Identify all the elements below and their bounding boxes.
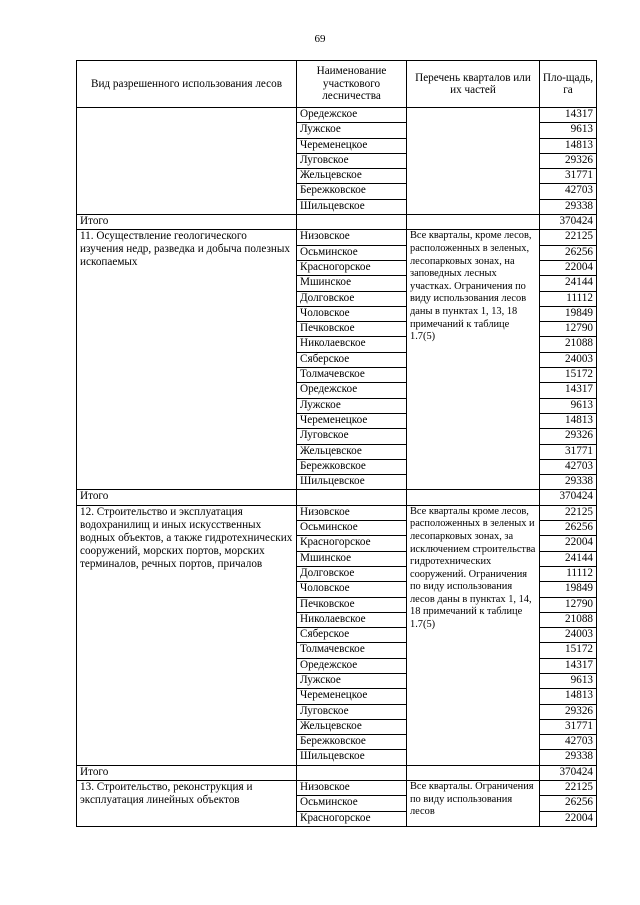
area-value: 21088	[540, 337, 597, 352]
district-name: Оредежское	[297, 108, 407, 123]
area-value: 11112	[540, 291, 597, 306]
area-value: 14813	[540, 138, 597, 153]
district-name: Бережковское	[297, 459, 407, 474]
district-name: Осьминское	[297, 796, 407, 811]
area-value: 21088	[540, 612, 597, 627]
area-value: 9613	[540, 673, 597, 688]
district-name: Шильцевское	[297, 199, 407, 214]
district-name: Луговское	[297, 704, 407, 719]
area-value: 12790	[540, 322, 597, 337]
area-value: 26256	[540, 796, 597, 811]
area-value: 9613	[540, 398, 597, 413]
district-name: Печковское	[297, 322, 407, 337]
district-name: Осьминское	[297, 521, 407, 536]
district-name: Бережковское	[297, 735, 407, 750]
district-name: Николаевское	[297, 337, 407, 352]
area-value: 29338	[540, 750, 597, 765]
header-quarters: Перечень кварталов или их частей	[407, 61, 540, 108]
district-name: Луговское	[297, 429, 407, 444]
total-area: 370424	[540, 490, 597, 505]
district-name: Бережковское	[297, 184, 407, 199]
district-name: Чоловское	[297, 306, 407, 321]
district-name: Осьминское	[297, 245, 407, 260]
area-value: 14813	[540, 689, 597, 704]
area-value: 26256	[540, 245, 597, 260]
area-value: 14317	[540, 658, 597, 673]
forest-use-table	[76, 60, 597, 827]
total-label: Итого	[77, 490, 297, 505]
district-name: Долговское	[297, 566, 407, 581]
district-name: Жельцевское	[297, 444, 407, 459]
district-name: Долговское	[297, 291, 407, 306]
area-value: 31771	[540, 719, 597, 734]
table-header-row	[77, 61, 597, 108]
area-value: 19849	[540, 582, 597, 597]
area-value: 29338	[540, 199, 597, 214]
district-name: Сяберское	[297, 352, 407, 367]
total-label: Итого	[77, 215, 297, 230]
district-name: Низовское	[297, 230, 407, 245]
total-empty-quarters	[407, 490, 540, 505]
district-name: Сяберское	[297, 628, 407, 643]
area-value: 22004	[540, 811, 597, 826]
area-value: 14317	[540, 108, 597, 123]
total-empty-district	[297, 490, 407, 505]
use-type-cell: 13. Строительство, реконструкция и эксплуатация линейных объектов	[77, 781, 297, 827]
page-number: 69	[314, 33, 326, 45]
district-name: Череменецкое	[297, 138, 407, 153]
area-value: 42703	[540, 459, 597, 474]
district-name: Шильцевское	[297, 750, 407, 765]
header-use: Вид разрешенного использования лесов	[77, 61, 297, 108]
district-name: Чоловское	[297, 582, 407, 597]
area-value: 42703	[540, 735, 597, 750]
quarters-cell: Все кварталы кроме лесов, расположенных в зеленых и лесопарковых зонах, за исключением строительства гидротехнических сооружений. Ограничения по виду использования лесов даны в пунктах 1, 14, 18 примечаний к таблице 1.7(5)	[407, 505, 540, 765]
district-name: Жельцевское	[297, 719, 407, 734]
area-value: 22004	[540, 260, 597, 275]
district-name: Красногорское	[297, 536, 407, 551]
table-row	[77, 505, 597, 520]
district-name: Оредежское	[297, 658, 407, 673]
area-value: 29326	[540, 429, 597, 444]
total-area: 370424	[540, 765, 597, 780]
use-type-cell	[77, 108, 297, 215]
district-name: Красногорское	[297, 260, 407, 275]
area-value: 15172	[540, 643, 597, 658]
area-value: 24003	[540, 352, 597, 367]
district-name: Луговское	[297, 153, 407, 168]
total-row	[77, 215, 597, 230]
district-name: Низовское	[297, 781, 407, 796]
total-row	[77, 765, 597, 780]
district-name: Лужское	[297, 398, 407, 413]
area-value: 26256	[540, 521, 597, 536]
area-value: 24144	[540, 276, 597, 291]
area-value: 11112	[540, 566, 597, 581]
area-value: 29326	[540, 704, 597, 719]
use-type-cell: 12. Строительство и эксплуатация водохранилищ и иных искусственных водных объектов, а также гидротехнических сооружений, морских портов, морских терминалов, речных портов, причалов	[77, 505, 297, 765]
area-value: 31771	[540, 444, 597, 459]
district-name: Череменецкое	[297, 413, 407, 428]
area-value: 22125	[540, 230, 597, 245]
district-name: Низовское	[297, 505, 407, 520]
district-name: Толмачевское	[297, 368, 407, 383]
total-row	[77, 490, 597, 505]
district-name: Мшинское	[297, 276, 407, 291]
total-label: Итого	[77, 765, 297, 780]
district-name: Мшинское	[297, 551, 407, 566]
header-district: Наименование участкового лесничества	[297, 61, 407, 108]
area-value: 14317	[540, 383, 597, 398]
district-name: Красногорское	[297, 811, 407, 826]
area-value: 9613	[540, 123, 597, 138]
district-name: Оредежское	[297, 383, 407, 398]
quarters-cell: Все кварталы, кроме лесов, расположенных в зеленых, лесопарковых зонах, на заповедных лесных участках. Ограничения по виду использования лесов даны в пунктах 1, 13, 18 примечаний к таблице 1.7(5)	[407, 230, 540, 490]
district-name: Шильцевское	[297, 475, 407, 490]
area-value: 22125	[540, 781, 597, 796]
area-value: 22125	[540, 505, 597, 520]
area-value: 29326	[540, 153, 597, 168]
table-body	[77, 108, 597, 827]
total-empty-quarters	[407, 765, 540, 780]
district-name: Лужское	[297, 123, 407, 138]
total-area: 370424	[540, 215, 597, 230]
quarters-cell	[407, 108, 540, 215]
district-name: Печковское	[297, 597, 407, 612]
total-empty-quarters	[407, 215, 540, 230]
district-name: Лужское	[297, 673, 407, 688]
area-value: 29338	[540, 475, 597, 490]
area-value: 19849	[540, 306, 597, 321]
area-value: 14813	[540, 413, 597, 428]
district-name: Череменецкое	[297, 689, 407, 704]
quarters-cell: Все кварталы. Ограничения по виду использования лесов	[407, 781, 540, 827]
header-area: Пло-щадь, га	[540, 61, 597, 108]
table-row	[77, 108, 597, 123]
area-value: 15172	[540, 368, 597, 383]
district-name: Николаевское	[297, 612, 407, 627]
use-type-cell: 11. Осуществление геологического изучения недр, разведка и добыча полезных ископаемых	[77, 230, 297, 490]
district-name: Толмачевское	[297, 643, 407, 658]
table-row	[77, 230, 597, 245]
area-value: 31771	[540, 169, 597, 184]
area-value: 24003	[540, 628, 597, 643]
area-value: 24144	[540, 551, 597, 566]
total-empty-district	[297, 765, 407, 780]
area-value: 42703	[540, 184, 597, 199]
district-name: Жельцевское	[297, 169, 407, 184]
table-row	[77, 781, 597, 796]
area-value: 12790	[540, 597, 597, 612]
total-empty-district	[297, 215, 407, 230]
area-value: 22004	[540, 536, 597, 551]
